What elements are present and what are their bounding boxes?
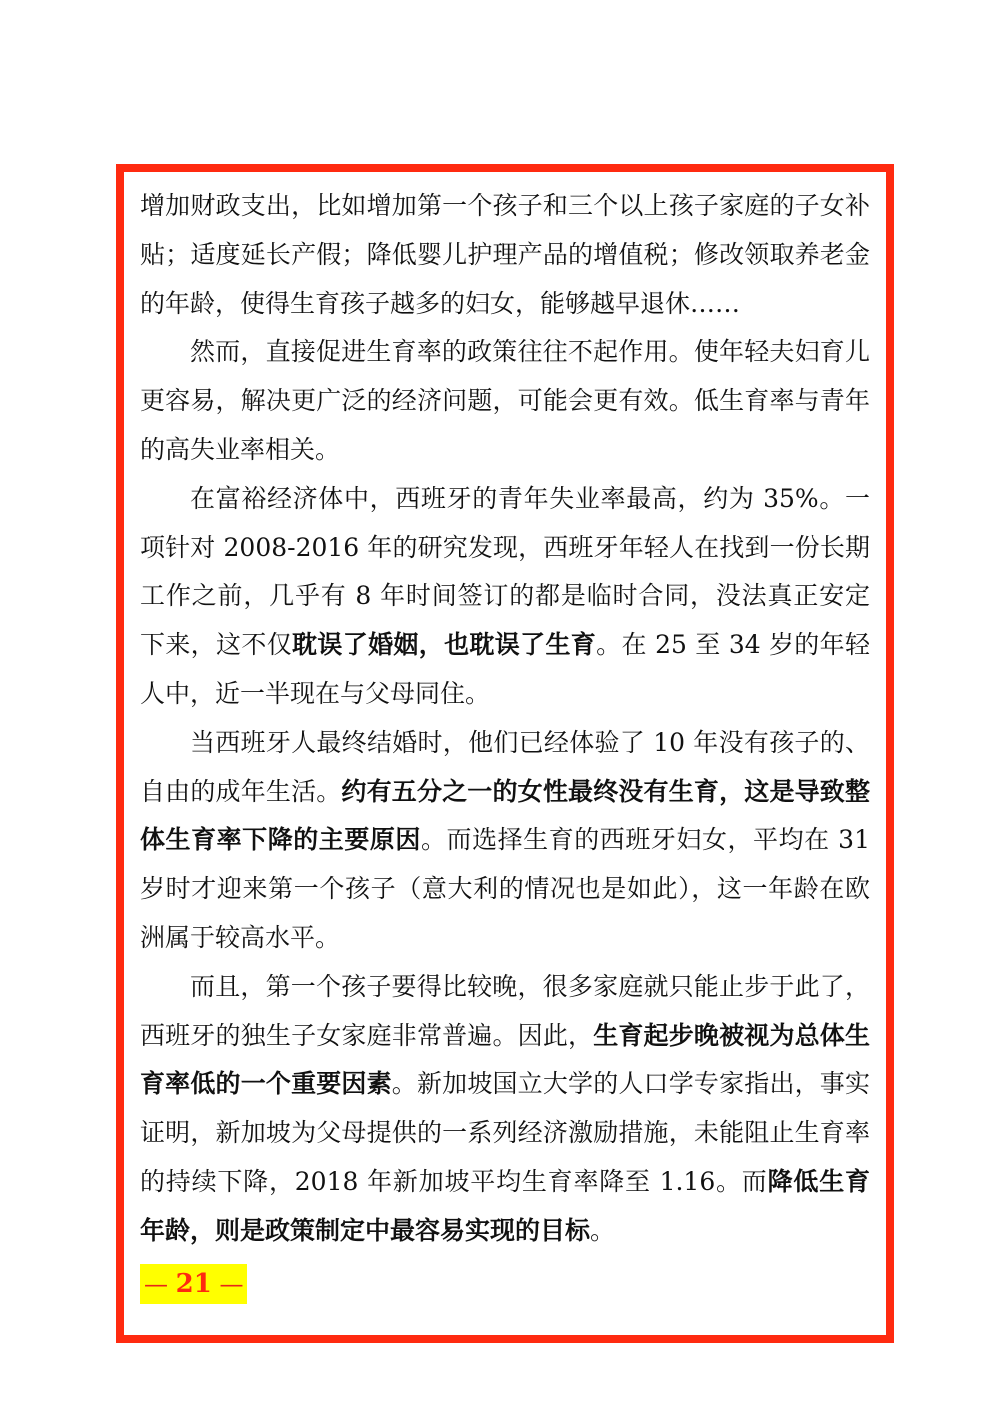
text-run: 当西班牙人最终结婚时，他们已经体验了 10 年没有孩子的、自由的成年生活。 bbox=[140, 727, 870, 806]
text-run: 。 bbox=[590, 1215, 616, 1245]
page-number bbox=[140, 1264, 247, 1304]
text-run: 而且，第一个孩子要得比较晚，很多家庭就只能止步于此了，西班牙的独生子女家庭非常普遍。因此， bbox=[140, 971, 870, 1050]
text-run: 增加财政支出，比如增加第一个孩子和三个以上孩子家庭的子女补贴；适度延长产假；降低婴儿护理产品的增值税；修改领取养老金的年龄，使得生育孩子越多的妇女，能够越早退休…… bbox=[140, 191, 870, 318]
text-run: 然而，直接促进生育率的政策往往不起作用。使年轻夫妇育儿更容易，解决更广泛的经济问题，可能会更有效。低生育率与青年的高失业率相关。 bbox=[140, 337, 870, 464]
page-number-suffix: — bbox=[219, 1270, 244, 1298]
text-run: 。新加坡国立大学的人口学专家指出，事实证明，新加坡为父母提供的一系列经济激励措施，未能阻止生育率的持续下降，2018 年新加坡平均生育率降至 1.16。而 bbox=[140, 1069, 870, 1196]
bold-text-run: 生育起步晚被视为总体生育率低的一个重要因素 bbox=[140, 1020, 870, 1099]
paragraph-5 bbox=[140, 963, 870, 1256]
page-frame bbox=[116, 164, 894, 1343]
text-run: 。而选择生育的西班牙妇女，平均在 31 岁时才迎来第一个孩子（意大利的情况也是如此），这一年龄在欧洲属于较高水平。 bbox=[140, 825, 870, 952]
paragraph-3 bbox=[140, 475, 870, 719]
text-run: 在富裕经济体中，西班牙的青年失业率最高，约为 35%。一项针对 2008-2016 年的研究发现，西班牙年轻人在找到一份长期工作之前，几乎有 8 年时间签订的都是临时合同，没法真正安定下来，这不仅 bbox=[140, 483, 870, 660]
bold-text-run: 约有五分之一的女性最终没有生育，这是导致整体生育率下降的主要原因 bbox=[140, 776, 870, 855]
page-number-value: 21 bbox=[175, 1269, 212, 1299]
bold-text-run: 耽误了婚姻，也耽误了生育 bbox=[292, 630, 597, 660]
paragraph-2 bbox=[140, 328, 870, 474]
article-body bbox=[140, 182, 870, 1256]
paragraph-4 bbox=[140, 719, 870, 963]
paragraph-1 bbox=[140, 182, 870, 328]
text-run: 。在 25 至 34 岁的年轻人中，近一半现在与父母同住。 bbox=[140, 630, 870, 708]
page-number-prefix: — bbox=[144, 1270, 168, 1298]
bold-text-run: 降低生育年龄，则是政策制定中最容易实现的目标 bbox=[140, 1166, 870, 1245]
